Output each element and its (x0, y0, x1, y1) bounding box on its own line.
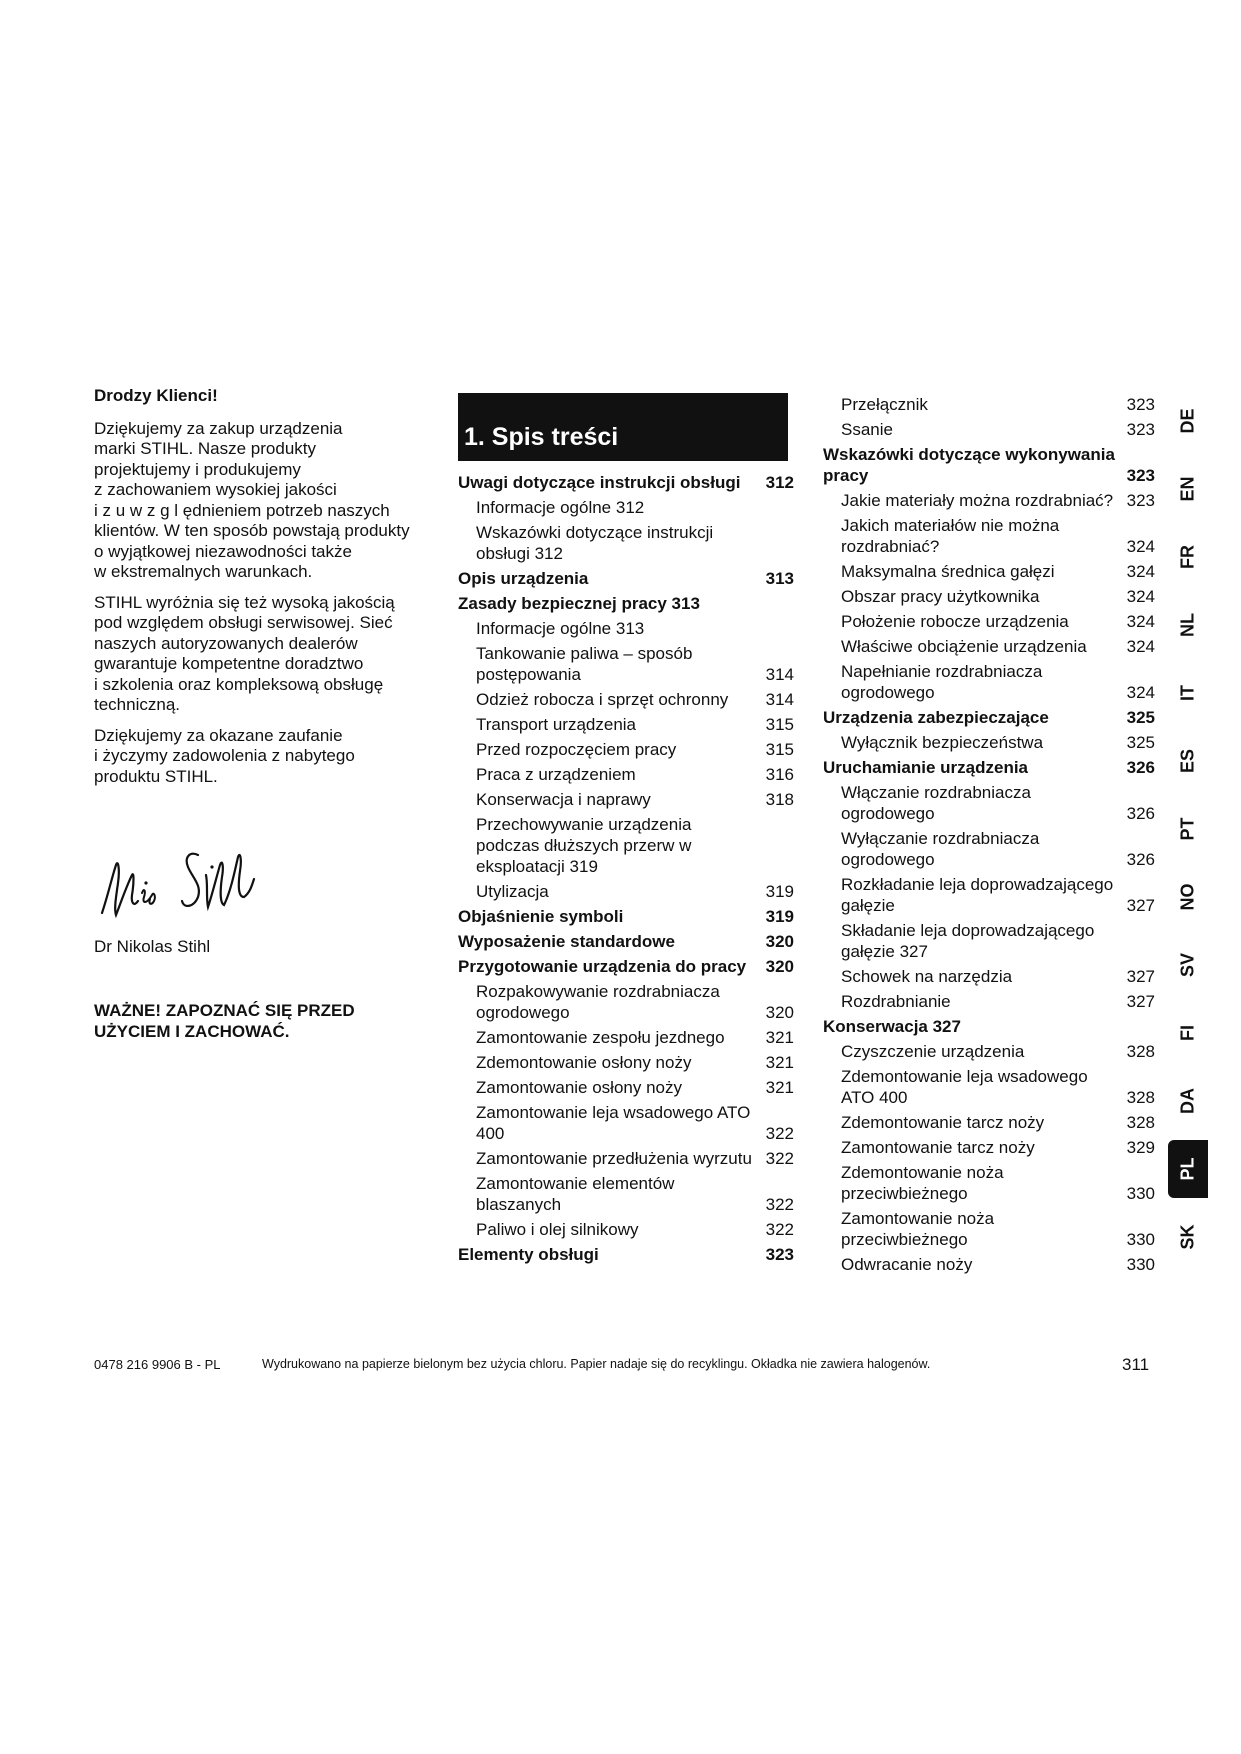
toc-entry-page: 327 (1126, 967, 1155, 986)
toc-section[interactable] (823, 757, 1155, 778)
toc-entry[interactable] (823, 561, 1155, 582)
toc-entry-title: Wyłączanie rozdrabniacza ogrodowego (841, 829, 1040, 869)
toc-entry-title: Transport urządzenia (476, 715, 637, 734)
intro-paragraph-2: STIHL wyróżnia się też wysoką jakością pod względem obsługi serwisowej. Sieć naszych autoryzowanych dealerów gwarantuje kompetentne doradztwo i szkolenia oraz kompleksową obsługę techniczną. (94, 592, 395, 714)
toc-entry-page: 322 (765, 1220, 794, 1239)
language-tab-it[interactable] (1168, 664, 1208, 722)
toc-entry-title: Odwracanie noży (841, 1255, 973, 1274)
language-tab-label: EN (1177, 476, 1198, 502)
toc-entry[interactable] (823, 611, 1155, 632)
toc-entry-title: Zamontowanie tarcz noży (841, 1138, 1035, 1157)
toc-entry-title: Zamontowanie osłony noży (476, 1078, 683, 1097)
toc-entry[interactable] (823, 394, 1155, 415)
toc-entry[interactable] (458, 814, 794, 877)
toc-entry-title: Zamontowanie zespołu jezdnego (476, 1028, 725, 1047)
toc-entry-page: 323 (1126, 466, 1155, 485)
toc-entry-title: Zamontowanie noża przeciwbieżnego (841, 1209, 995, 1249)
toc-entry[interactable] (458, 881, 794, 902)
toc-entry[interactable] (458, 618, 794, 639)
toc-entry-page: 323 (765, 1245, 794, 1264)
toc-entry[interactable] (823, 586, 1155, 607)
language-tab-pt[interactable] (1168, 800, 1208, 858)
language-tab-label: FI (1177, 1025, 1198, 1041)
language-tab-es[interactable] (1168, 732, 1208, 790)
toc-entry-title: Zamontowanie przedłużenia wyrzutu (476, 1149, 752, 1168)
toc-entry[interactable] (823, 661, 1155, 703)
toc-entry-page: 323 (1126, 420, 1155, 439)
toc-entry-title: Tankowanie paliwa – sposób postępowania (476, 644, 693, 684)
toc-entry-page: 323 (1126, 395, 1155, 414)
toc-entry[interactable] (823, 1041, 1155, 1062)
toc-entry[interactable] (458, 981, 794, 1023)
toc-entry[interactable] (823, 636, 1155, 657)
toc-entry[interactable] (458, 643, 794, 685)
toc-entry-title: Informacje ogólne 312 (476, 498, 645, 517)
toc-entry[interactable] (458, 789, 794, 810)
toc-entry-title: Odzież robocza i sprzęt ochronny (476, 690, 729, 709)
recycling-note: Wydrukowano na papierze bielonym bez użycia chloru. Papier nadaje się do recyklingu. Okładka nie zawiera halogenów. (262, 1357, 931, 1371)
intro-column (94, 386, 424, 1042)
toc-entry-title: Ssanie (841, 420, 893, 439)
toc-entry[interactable] (823, 828, 1155, 870)
toc-column-1 (458, 472, 794, 1269)
toc-entry-title: Zdemontowanie tarcz noży (841, 1113, 1045, 1132)
language-tab-no[interactable] (1168, 868, 1208, 926)
toc-entry[interactable] (458, 764, 794, 785)
toc-entry-title: Uwagi dotyczące instrukcji obsługi (458, 473, 741, 492)
toc-entry[interactable] (458, 714, 794, 735)
toc-entry-title: Maksymalna średnica gałęzi (841, 562, 1055, 581)
toc-entry-title: Zamontowanie leja wsadowego ATO 400 (476, 1103, 751, 1143)
toc-entry[interactable] (458, 522, 794, 564)
toc-entry-title: Zamontowanie elementów blaszanych (476, 1174, 675, 1214)
toc-entry-page: 330 (1126, 1184, 1155, 1203)
language-tab-sk[interactable] (1168, 1208, 1208, 1266)
toc-entry-title: Rozkładanie leja doprowadzającego gałęzie (841, 875, 1114, 915)
intro-paragraph-3: Dziękujemy za okazane zaufanie i życzymy zadowolenia z nabytego produktu STIHL. (94, 725, 355, 786)
toc-entry-page: 324 (1126, 637, 1155, 656)
toc-entry-page: 326 (1126, 758, 1155, 777)
toc-entry-page: 319 (765, 907, 794, 926)
toc-entry[interactable] (458, 497, 794, 518)
toc-entry-title: Wyłącznik bezpieczeństwa (841, 733, 1044, 752)
toc-entry[interactable] (823, 1066, 1155, 1108)
toc-entry-page: 326 (1126, 850, 1155, 869)
toc-entry-page: 324 (1126, 587, 1155, 606)
toc-section[interactable] (823, 1016, 1155, 1037)
toc-entry-page: 330 (1126, 1230, 1155, 1249)
toc-entry-title: Składanie leja doprowadzającego gałęzie 327 (841, 921, 1095, 961)
toc-entry-title: Zasady bezpiecznej pracy 313 (458, 594, 700, 613)
toc-entry-page: 329 (1126, 1138, 1155, 1157)
toc-entry-title: Zdemontowanie osłony noży (476, 1053, 692, 1072)
toc-entry[interactable] (823, 515, 1155, 557)
toc-entry-page: 327 (1126, 992, 1155, 1011)
toc-entry-page: 330 (1126, 1255, 1155, 1274)
toc-entry-page: 326 (1126, 804, 1155, 823)
toc-entry-page: 322 (765, 1195, 794, 1214)
toc-entry[interactable] (458, 1027, 794, 1048)
toc-entry-title: Schowek na narzędzia (841, 967, 1013, 986)
toc-entry-title: Konserwacja i naprawy (476, 790, 651, 809)
toc-entry[interactable] (458, 1219, 794, 1240)
toc-entry-page: 324 (1126, 612, 1155, 631)
toc-entry-title: Opis urządzenia (458, 569, 589, 588)
language-tab-nl[interactable] (1168, 596, 1208, 654)
toc-entry[interactable] (823, 874, 1155, 916)
handwritten-signature (94, 835, 264, 927)
language-tab-label: SV (1177, 952, 1198, 978)
document-code: 0478 216 9906 B - PL (94, 1357, 221, 1372)
toc-section[interactable] (458, 472, 794, 493)
language-tab-en[interactable] (1168, 460, 1208, 518)
toc-entry-title: Włączanie rozdrabniacza ogrodowego (841, 783, 1031, 823)
toc-entry[interactable] (823, 1112, 1155, 1133)
toc-entry-page: 328 (1126, 1042, 1155, 1061)
toc-section[interactable] (458, 593, 794, 614)
language-tab-label: PT (1177, 817, 1198, 841)
signature-name: Dr Nikolas Stihl (94, 936, 211, 956)
toc-entry-title: Właściwe obciążenie urządzenia (841, 637, 1087, 656)
toc-entry[interactable] (823, 490, 1155, 511)
toc-entry[interactable] (823, 1162, 1155, 1204)
toc-entry[interactable] (458, 1052, 794, 1073)
toc-entry-page: 324 (1126, 562, 1155, 581)
language-tab-label: NL (1177, 613, 1198, 637)
toc-entry-title: Uruchamianie urządzenia (823, 758, 1029, 777)
toc-entry-page: 318 (765, 790, 794, 809)
toc-entry-title: Wskazówki dotyczące wykonywania pracy (823, 445, 1115, 485)
toc-entry-title: Przechowywanie urządzenia podczas dłuższych przerw w eksploatacji 319 (476, 815, 692, 876)
toc-section[interactable] (823, 444, 1155, 486)
toc-entry[interactable] (823, 991, 1155, 1012)
language-tab-label: NO (1177, 883, 1198, 911)
toc-entry-title: Obszar pracy użytkownika (841, 587, 1040, 606)
page-number: 311 (1122, 1355, 1150, 1374)
toc-entry-page: 315 (765, 740, 794, 759)
toc-entry-title: Czyszczenie urządzenia (841, 1042, 1025, 1061)
toc-entry-page: 322 (765, 1124, 794, 1143)
toc-title: 1. Spis treści (458, 393, 788, 461)
toc-entry-page: 320 (765, 932, 794, 951)
toc-entry[interactable] (458, 739, 794, 760)
toc-section[interactable] (458, 956, 794, 977)
toc-section[interactable] (458, 1244, 794, 1265)
toc-entry-page: 319 (765, 882, 794, 901)
language-tab-label: DE (1177, 408, 1198, 434)
language-tab-de[interactable] (1168, 392, 1208, 450)
toc-entry-title: Położenie robocze urządzenia (841, 612, 1069, 631)
toc-entry-page: 315 (765, 715, 794, 734)
toc-entry-page: 314 (765, 665, 794, 684)
toc-entry[interactable] (823, 782, 1155, 824)
toc-entry[interactable] (823, 966, 1155, 987)
toc-entry-title: Zdemontowanie noża przeciwbieżnego (841, 1163, 1004, 1203)
language-tabs (1168, 392, 1208, 1276)
warning-notice: WAŻNE! ZAPOZNAĆ SIĘ PRZED UŻYCIEM I ZACHOWAĆ. (94, 1001, 355, 1041)
toc-entry-page: 321 (765, 1028, 794, 1047)
toc-entry-page: 312 (765, 473, 794, 492)
toc-entry-title: Wyposażenie standardowe (458, 932, 675, 951)
toc-entry-title: Objaśnienie symboli (458, 907, 624, 926)
toc-section[interactable] (458, 568, 794, 589)
toc-entry-title: Rozpakowywanie rozdrabniacza ogrodowego (476, 982, 720, 1022)
language-tab-label: FR (1177, 545, 1198, 569)
toc-section[interactable] (458, 931, 794, 952)
language-tab-sv[interactable] (1168, 936, 1208, 994)
toc-entry[interactable] (823, 1137, 1155, 1158)
toc-entry-title: Konserwacja 327 (823, 1017, 961, 1036)
toc-entry-title: Praca z urządzeniem (476, 765, 636, 784)
toc-entry-page: 320 (765, 1003, 794, 1022)
toc-entry-page: 313 (765, 569, 794, 588)
toc-entry-page: 322 (765, 1149, 794, 1168)
toc-entry-title: Elementy obsługi (458, 1245, 599, 1264)
language-tab-label: DA (1177, 1088, 1198, 1114)
toc-entry-page: 325 (1126, 708, 1155, 727)
toc-entry-title: Przełącznik (841, 395, 928, 414)
toc-entry-title: Urządzenia zabezpieczające (823, 708, 1049, 727)
toc-section[interactable] (458, 906, 794, 927)
toc-entry[interactable] (458, 1077, 794, 1098)
toc-entry-page: 314 (765, 690, 794, 709)
toc-entry[interactable] (823, 920, 1155, 962)
toc-entry-page: 316 (765, 765, 794, 784)
toc-entry-page: 320 (765, 957, 794, 976)
toc-entry-title: Zdemontowanie leja wsadowego ATO 400 (841, 1067, 1088, 1107)
toc-entry-page: 321 (765, 1078, 794, 1097)
toc-entry-page: 324 (1126, 683, 1155, 702)
toc-entry-page: 327 (1126, 896, 1155, 915)
toc-entry[interactable] (823, 732, 1155, 753)
toc-entry[interactable] (458, 1102, 794, 1144)
language-tab-pl[interactable] (1168, 1140, 1208, 1198)
toc-entry[interactable] (458, 1148, 794, 1169)
toc-column-2 (823, 394, 1155, 1279)
greeting: Drodzy Klienci! (94, 386, 218, 405)
toc-entry-title: Rozdrabnianie (841, 992, 951, 1011)
language-tab-label: IT (1177, 685, 1198, 701)
toc-entry-title: Jakie materiały można rozdrabniać? (841, 491, 1114, 510)
language-tab-label: SK (1177, 1224, 1198, 1250)
language-tab-label: PL (1177, 1157, 1198, 1181)
toc-entry-title: Napełnianie rozdrabniacza ogrodowego (841, 662, 1043, 702)
toc-entry-title: Jakich materiałów nie można rozdrabniać? (841, 516, 1060, 556)
toc-entry-title: Przygotowanie urządzenia do pracy (458, 957, 747, 976)
language-tab-label: ES (1177, 748, 1198, 774)
toc-entry-page: 325 (1126, 733, 1155, 752)
toc-entry-page: 321 (765, 1053, 794, 1072)
toc-entry-page: 328 (1126, 1088, 1155, 1107)
language-tab-fr[interactable] (1168, 528, 1208, 586)
toc-entry-title: Wskazówki dotyczące instrukcji obsługi 312 (476, 523, 714, 563)
toc-entry-title: Przed rozpoczęciem pracy (476, 740, 677, 759)
language-tab-da[interactable] (1168, 1072, 1208, 1130)
toc-entry[interactable] (823, 419, 1155, 440)
toc-entry-title: Informacje ogólne 313 (476, 619, 645, 638)
toc-entry[interactable] (458, 689, 794, 710)
toc-section[interactable] (823, 707, 1155, 728)
intro-paragraph-1: Dziękujemy za zakup urządzenia marki STIHL. Nasze produkty projektujemy i produkujemy z zachowaniem wysokiej jakości i z u w z g l ędnieniem potrzeb naszych klientów. W ten sposób powstają produkty o wyjątkowej niezawodności także w ekstremalnych warunkach. (94, 418, 410, 581)
toc-entry-page: 328 (1126, 1113, 1155, 1132)
toc-entry[interactable] (823, 1208, 1155, 1250)
toc-entry-page: 323 (1126, 491, 1155, 510)
toc-entry-page: 324 (1126, 537, 1155, 556)
language-tab-fi[interactable] (1168, 1004, 1208, 1062)
toc-entry[interactable] (823, 1254, 1155, 1275)
toc-entry-title: Utylizacja (476, 882, 549, 901)
toc-entry-title: Paliwo i olej silnikowy (476, 1220, 639, 1239)
toc-entry[interactable] (458, 1173, 794, 1215)
